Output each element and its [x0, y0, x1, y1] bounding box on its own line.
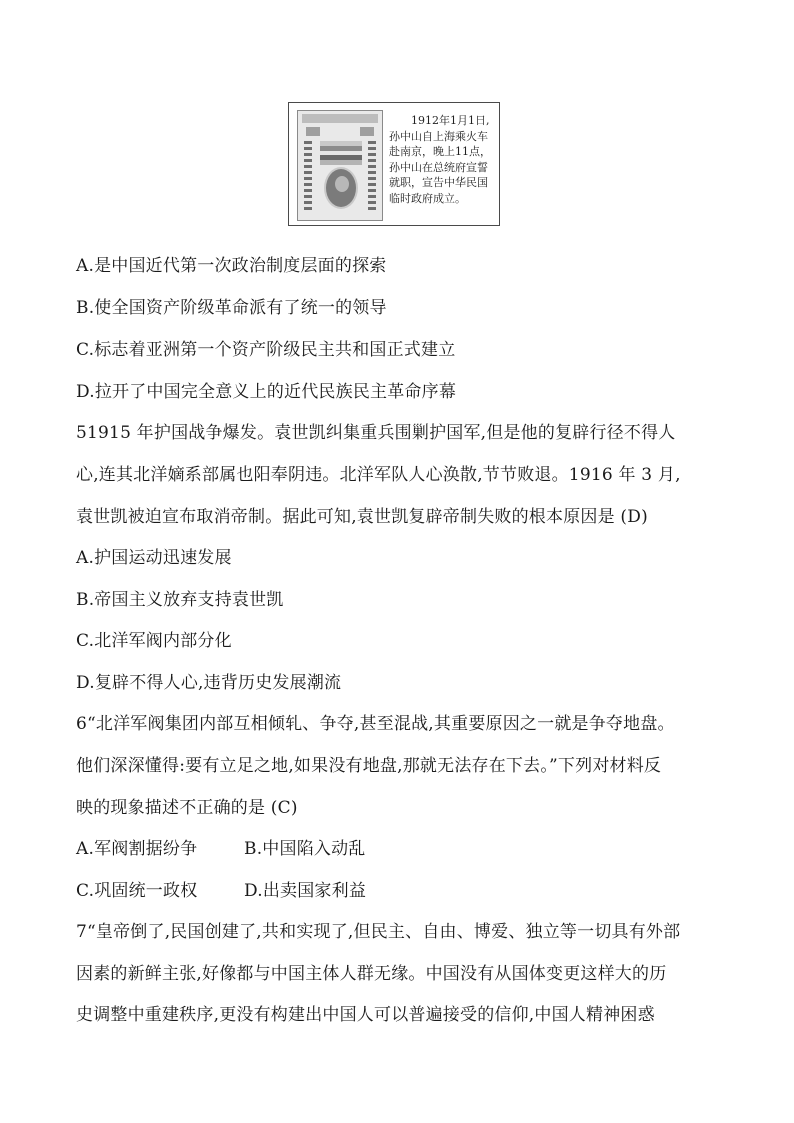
q6-option-b: B.中国陷入动乱: [244, 839, 366, 859]
historical-figure: [288, 102, 500, 226]
q5-option-c: C.北洋军阀内部分化: [76, 631, 232, 651]
caption-line: 孙中山自上海乘火车: [389, 129, 488, 143]
poster-side-text-left: [304, 141, 312, 211]
portrait-icon: [324, 167, 358, 209]
q6-option-d: D.出卖国家利益: [244, 881, 367, 901]
poster-label-left: [306, 127, 320, 136]
q5-stem-line-2: 心,连其北洋嫡系部属也阳奉阴违。北洋军队人心涣散,节节败退。1916 年 3 月,: [76, 465, 681, 485]
q6-stem-line-1: 6“北洋军阀集团内部互相倾轧、争夺,甚至混战,其重要原因之一就是争夺地盘。: [76, 714, 675, 734]
q5-option-b: B.帝国主义放弃支持袁世凯: [76, 590, 284, 610]
q7-stem-line-1: 7“皇帝倒了,民国创建了,共和实现了,但民主、自由、博爱、独立等一切具有外部: [76, 922, 681, 942]
republic-poster-image: [297, 110, 383, 221]
q4-option-d: D.拉开了中国完全意义上的近代民族民主革命序幕: [76, 382, 457, 402]
q5-stem-line-1: 51915 年护国战争爆发。袁世凯纠集重兵围剿护国军,但是他的复辟行径不得人: [76, 423, 676, 443]
q6-option-c: C.巩固统一政权: [76, 881, 198, 901]
five-color-flag-icon: [320, 141, 362, 165]
figure-caption: [389, 113, 497, 206]
q7-stem-line-3: 史调整中重建秩序,更没有构建出中国人可以普遍接受的信仰,中国人精神困惑: [76, 1005, 655, 1025]
q7-stem-line-2: 因素的新鲜主张,好像都与中国主体人群无缘。中国没有从国体变更这样大的历: [76, 964, 667, 984]
caption-line: 孙中山在总统府宣誓: [389, 160, 488, 174]
q4-option-c: C.标志着亚洲第一个资产阶级民主共和国正式建立: [76, 340, 456, 360]
caption-line: 赴南京，晚上11点，: [389, 145, 491, 158]
q6-option-a: A.军阀割据纷争: [76, 839, 198, 859]
q5-option-d: D.复辟不得人心,违背历史发展潮流: [76, 673, 342, 693]
q6-options-row-1: [76, 834, 366, 859]
q5-option-a: A.护国运动迅速发展: [76, 548, 232, 568]
q4-option-a: A.是中国近代第一次政治制度层面的探索: [76, 256, 387, 276]
q6-options-row-2: [76, 876, 366, 901]
poster-title-band: [302, 114, 378, 123]
caption-line: 就职，宣告中华民国: [389, 176, 488, 189]
poster-label-right: [360, 127, 374, 136]
caption-line: 临时政府成立。: [389, 191, 466, 205]
q6-stem-line-2: 他们深深懂得:要有立足之地,如果没有地盘,那就无法存在下去。”下列对材料反: [76, 756, 662, 776]
poster-side-text-right: [368, 141, 376, 211]
caption-line: 1912年1月1日,: [411, 114, 490, 127]
q4-option-b: B.使全国资产阶级革命派有了统一的领导: [76, 298, 387, 318]
q6-stem-line-3: 映的现象描述不正确的是 (C): [76, 798, 298, 818]
portrait-face: [335, 176, 349, 192]
q5-stem-line-3: 袁世凯被迫宣布取消帝制。据此可知,袁世凯复辟帝制失败的根本原因是 (D): [76, 507, 648, 527]
flag-stripe: [320, 160, 362, 165]
